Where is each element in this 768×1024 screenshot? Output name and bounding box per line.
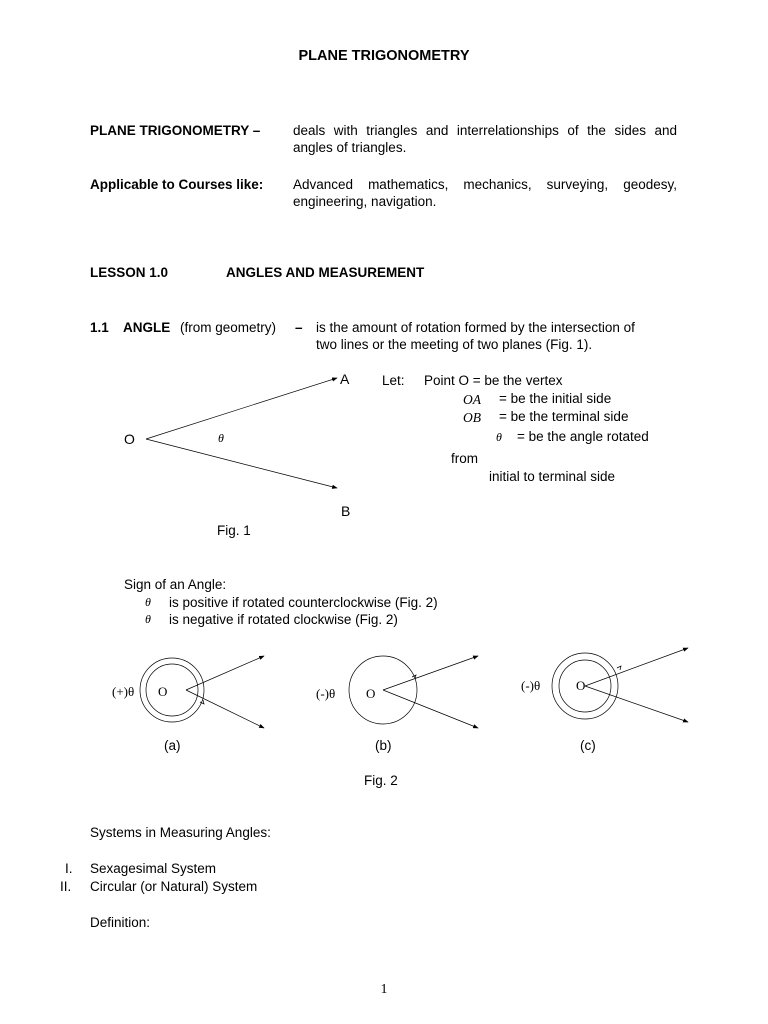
lesson-title: ANGLES AND MEASUREMENT — [226, 265, 425, 280]
theta-symbol: θ — [145, 612, 151, 626]
section-dash: – — [295, 320, 303, 335]
initial-terminal-text: initial to terminal side — [489, 469, 616, 484]
applicable-label: Applicable to Courses like: — [90, 177, 264, 192]
systems-item-sexagesimal: Sexagesimal System — [90, 861, 217, 876]
systems-item-circular: Circular (or Natural) System — [90, 879, 258, 894]
figure-1-caption: Fig. 1 — [217, 523, 251, 538]
figure-2b-caption: (b) — [375, 738, 392, 753]
sign-negative-rule: is negative if rotated clockwise (Fig. 2) — [169, 612, 398, 627]
figure-2-caption: Fig. 2 — [364, 773, 398, 788]
lesson-number: LESSON 1.0 — [90, 265, 169, 280]
applicable-text: Advanced mathematics, mechanics, surveying, geodesy, engineering, navigation. — [293, 177, 677, 209]
from-text: from — [451, 451, 478, 466]
oa-symbol: OA — [463, 392, 481, 407]
page-number: 1 — [380, 982, 388, 997]
point-b-label: B — [341, 503, 351, 519]
figure-2a-sign: (+)θ — [112, 684, 135, 699]
figure-2a-center-label: O — [158, 684, 168, 699]
point-o-label: O — [124, 431, 135, 447]
section-definition-line-1: is the amount of rotation formed by the intersection of — [316, 320, 635, 335]
definition-text: deals with triangles and interrelationships of the sides and angles of triangles. — [293, 123, 677, 155]
let-label: Let: — [382, 373, 405, 388]
point-a-label: A — [340, 371, 350, 387]
sign-positive-rule: is positive if rotated counterclockwise (Fig. 2) — [169, 595, 438, 610]
section-qualifier: (from geometry) — [180, 320, 277, 335]
vertex-definition: Point O = be the vertex — [424, 373, 563, 388]
definition-heading: Definition: — [90, 915, 151, 930]
systems-item-numeral: II. — [60, 879, 72, 894]
figure-2c-center-label: O — [576, 678, 586, 693]
figure-2c-caption: (c) — [580, 738, 596, 753]
section-definition-line-2: two lines or the meeting of two planes (Fig. 1). — [316, 337, 593, 352]
theta-symbol: θ — [145, 595, 151, 609]
ob-symbol: OB — [463, 410, 481, 425]
figure-2c-sign: (-)θ — [521, 678, 541, 693]
systems-heading: Systems in Measuring Angles: — [90, 825, 271, 840]
theta-label: θ — [218, 431, 224, 445]
systems-item-numeral: I. — [65, 861, 73, 876]
section-term: ANGLE — [123, 320, 171, 335]
sign-heading: Sign of an Angle: — [124, 577, 227, 592]
theta-definition: = be the angle rotated — [517, 429, 649, 444]
section-number: 1.1 — [90, 320, 109, 335]
figure-2b-sign: (-)θ — [316, 686, 336, 701]
oa-definition: = be the initial side — [499, 391, 612, 406]
theta-symbol: θ — [496, 430, 502, 444]
definition-term: PLANE TRIGONOMETRY – — [90, 123, 261, 138]
figure-2c-diagram — [552, 648, 688, 722]
figure-2a-caption: (a) — [164, 738, 181, 753]
ob-definition: = be the terminal side — [499, 409, 629, 424]
page-title: PLANE TRIGONOMETRY — [298, 48, 470, 64]
figure-2b-center-label: O — [366, 686, 376, 701]
